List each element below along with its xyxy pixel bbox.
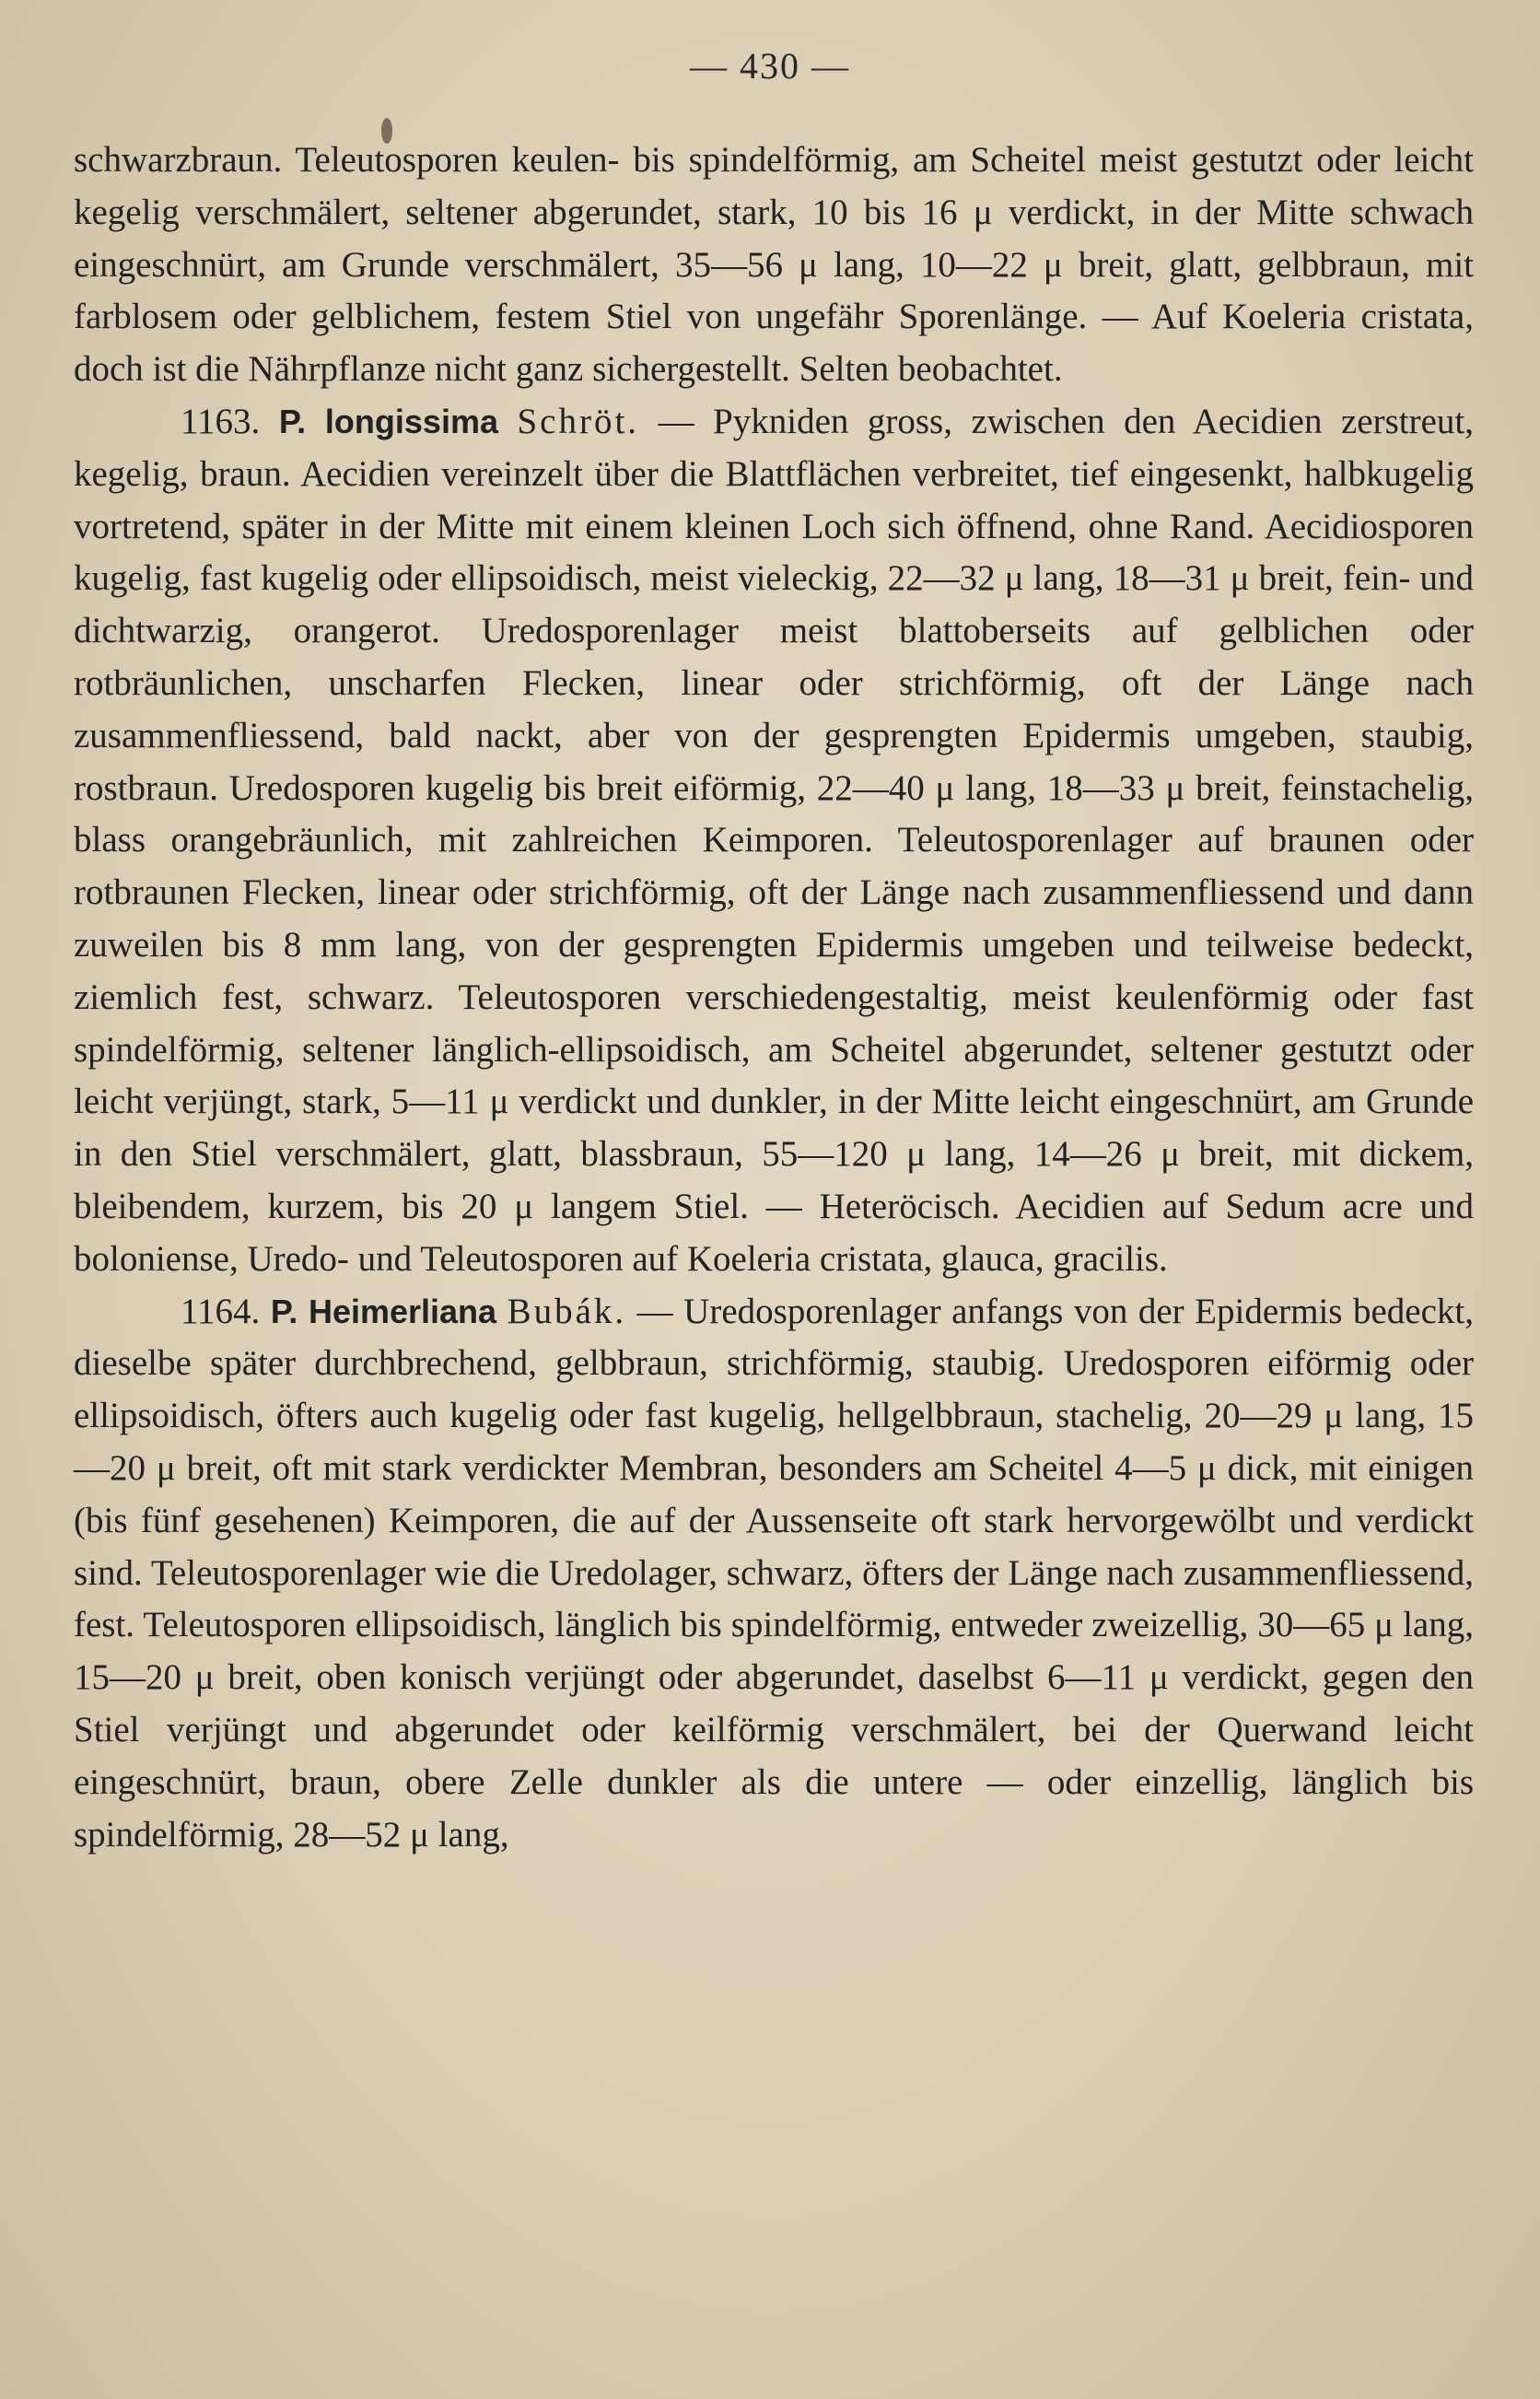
species-entry-1164 <box>74 1286 1474 1862</box>
species-author: Bubák. <box>507 1291 627 1331</box>
species-name: P. longissima <box>278 402 498 440</box>
species-name: P. Heimerliana <box>270 1292 497 1330</box>
entry-number: 1164. <box>181 1291 261 1331</box>
species-entry-1163 <box>74 396 1474 1286</box>
species-description: — Pykniden gross, zwischen den Aecidien zerstreut, kegelig, braun. Aecidien vereinzelt über die Blattflächen verbreitet, tief eingesenkt, halbkugelig vortretend, später in der Mitte mit einem kleinen Loch sich öffnend, ohne Rand. Aecidiosporen kugelig, fast kugelig oder ellipsoidisch, meist vieleckig, 22—32 μ lang, 18—31 μ breit, fein- und dichtwarzig, orangerot. Uredosporenlager meist blattoberseits auf gelblichen oder rotbräunlichen, unscharfen Flecken, linear oder strichförmig, oft der Länge nach zusammenfliessend, bald nackt, aber von der gesprengten Epidermis umgeben, staubig, rostbraun. Uredosporen kugelig bis breit eiförmig, 22—40 μ lang, 18—33 μ breit, feinstachelig, blass orangebräunlich, mit zahlreichen Keimporen. Teleutosporenlager auf braunen oder rotbraunen Flecken, linear oder strichförmig, oft der Länge nach zusammenfliessend und dann zuweilen bis 8 mm lang, von der gesprengten Epidermis umgeben und teilweise bedeckt, ziemlich fest, schwarz. Teleutosporen verschiedengestaltig, meist keulenförmig oder fast spindelförmig, seltener länglich-ellipsoidisch, am Scheitel abgerundet, seltener gestutzt oder leicht verjüngt, stark, 5—11 μ verdickt und dunkler, in der Mitte leicht eingeschnürt, am Grunde in den Stiel verschmälert, glatt, blassbraun, 55—120 μ lang, 14—26 μ breit, mit dickem, bleibendem, kurzem, bis 20 μ langem Stiel. — Heteröcisch. Aecidien auf Sedum acre und boloniense, Uredo- und Teleutosporen auf Koeleria cristata, glauca, gracilis. <box>74 401 1474 1279</box>
paragraph-text: schwarzbraun. Teleutosporen keulen- bis spindelförmig, am Scheitel meist gestutzt oder leicht kegelig verschmälert, seltener abgerundet, stark, 10 bis 16 μ verdickt, in der Mitte schwach eingeschnürt, am Grunde verschmälert, 35—56 μ lang, 10—22 μ breit, glatt, gelbbraun, mit farblosem oder gelblichem, festem Stiel von ungefähr Sporenlänge. — Auf Koeleria cristata, doch ist die Nährpflanze nicht ganz sichergestellt. Selten beobachtet. <box>74 140 1474 390</box>
page-number: — 430 — <box>690 45 850 87</box>
page-body <box>74 135 1474 1861</box>
entry-number: 1163. <box>181 401 261 441</box>
paragraph-continuation <box>74 135 1474 396</box>
species-author: Schröt. <box>517 401 640 441</box>
species-description: — Uredosporenlager anfangs von der Epidermis bedeckt, dieselbe später durchbrechend, gelbbraun, strichförmig, staubig. Uredosporen eiförmig oder ellipsoidisch, öfters auch kugelig oder fast kugelig, hellgelbbraun, stachelig, 20—29 μ lang, 15—20 μ breit, oft mit stark verdickter Membran, besonders am Scheitel 4—5 μ dick, mit einigen (bis fünf gesehenen) Keimporen, die auf der Aussenseite oft stark hervorgewölbt und verdickt sind. Teleutosporenlager wie die Uredolager, schwarz, öfters der Länge nach zusammenfliessend, fest. Teleutosporen ellipsoidisch, länglich bis spindelförmig, entweder zweizellig, 30—65 μ lang, 15—20 μ breit, oben konisch verjüngt oder abgerundet, daselbst 6—11 μ verdickt, gegen den Stiel verjüngt und abgerundet oder keilförmig verschmälert, bei der Querwand leicht eingeschnürt, braun, obere Zelle dunkler als die untere — oder einzellig, länglich bis spindelförmig, 28—52 μ lang, <box>74 1291 1475 1855</box>
